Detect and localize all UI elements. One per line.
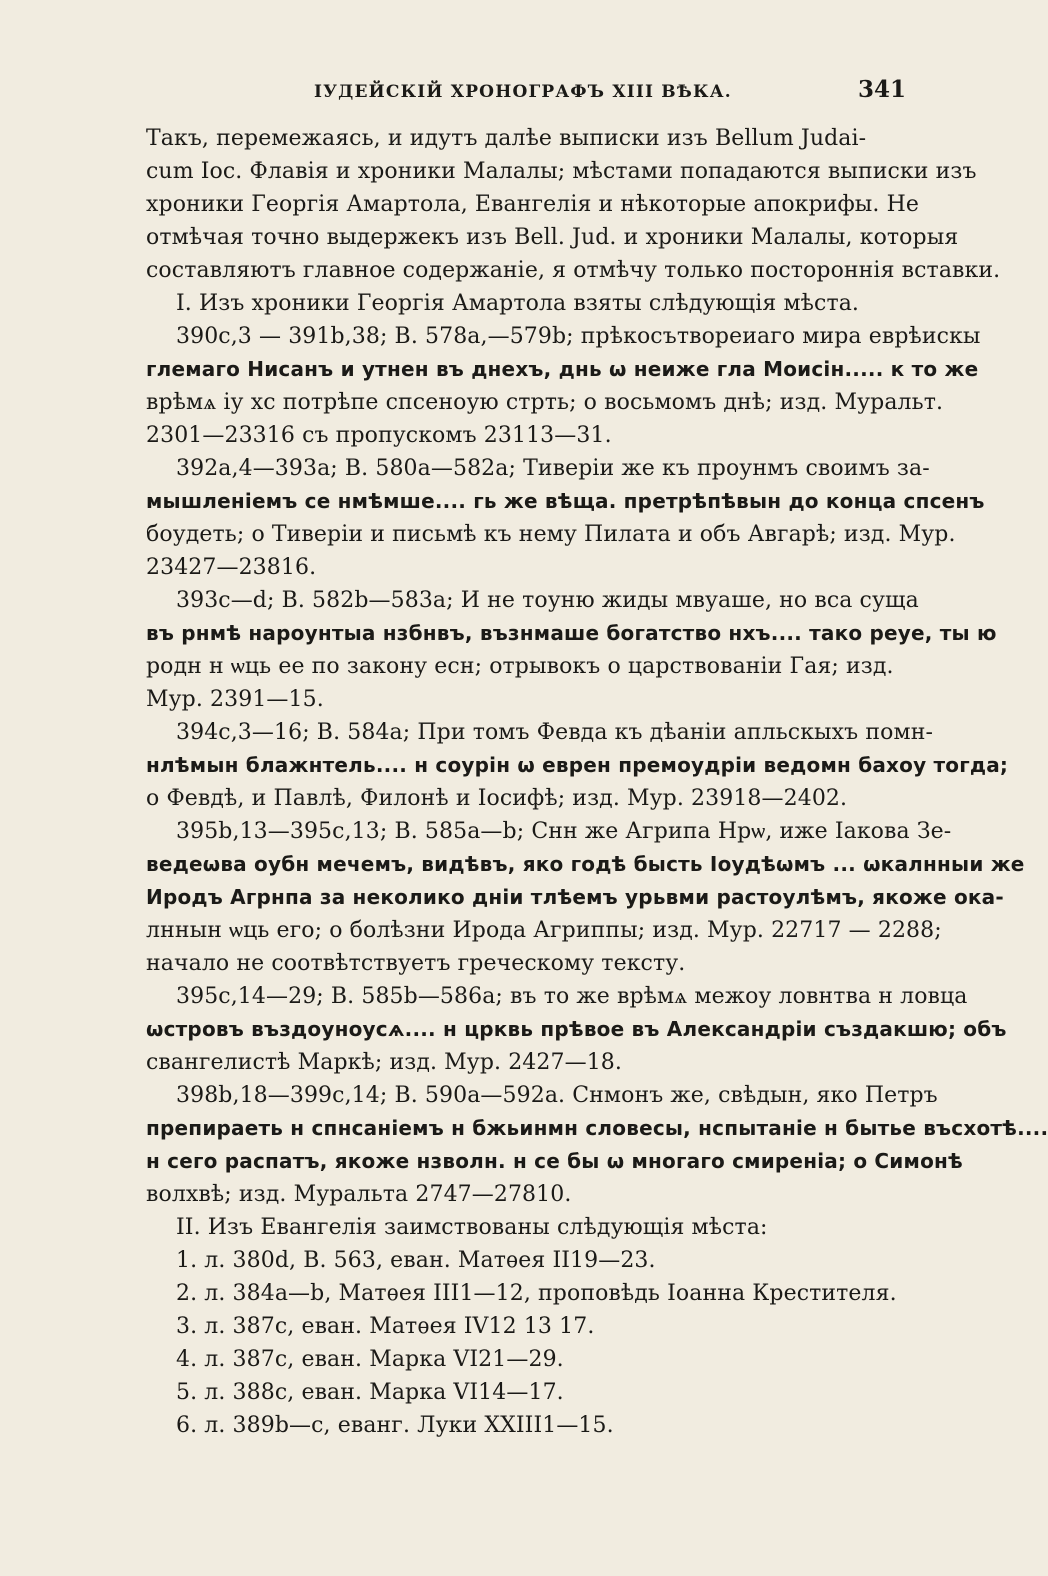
text-line: врѣмѧ іу хс потрѣпе спсеноую стрть; о восьмомъ днѣ; изд. Муральт.: [146, 390, 944, 415]
text-line: лннын ѡць его; о болѣзни Ирода Агриппы; изд. Мур. 22717 — 2288;: [146, 918, 942, 943]
text-line: 395b,13—395c,13; B. 585a—b; Снн же Агрипа Нрѡ, иже Iакова Зе-: [176, 819, 952, 844]
text-line: волхвѣ; изд. Муральта 2747—27810.: [146, 1182, 572, 1207]
text-line: хроники Георгія Амартола, Евангелія и нѣкоторые апокрифы. Не: [146, 192, 919, 217]
text-line: Иродъ Агрнпа за неколико днiи тлѣемъ урьвми растоулѣмъ, якоже ока-: [146, 885, 1004, 909]
text-line: начало не соотвѣтствуетъ греческому тексту.: [146, 951, 686, 976]
running-title: ІУДЕЙСКІЙ ХРОНОГРАФЪ XIII ВѢКА.: [314, 82, 732, 102]
list-item: 4. л. 387c, еван. Марка VI21—29.: [176, 1347, 564, 1372]
text-line: 398b,18—399c,14; B. 590a—592a. Снмонъ же, свѣдын, яко Петръ: [176, 1083, 938, 1108]
text-line: препираеть н спнсанiемъ н бжьинмн словесы, нспытанiе н бытье въсхотѣ....: [146, 1116, 1048, 1140]
page-header: [146, 62, 906, 122]
body-text: [146, 122, 1048, 1442]
text-line: свангелистѣ Маркѣ; изд. Мур. 2427—18.: [146, 1050, 622, 1075]
text-line: боудеть; о Тиверіи и письмѣ къ нему Пилата и объ Авгарѣ; изд. Мур.: [146, 522, 956, 547]
text-line: глемаго Нисанъ и утнен въ днехъ, днь ѡ неиже гла Моисiн..... к то же: [146, 357, 979, 381]
text-line: 394c,3—16; B. 584a; При томъ Февда къ дѣанiи апльскыхъ помн-: [176, 720, 933, 745]
text-line: ведеѡва оубн мечемъ, видѣвъ, яко годѣ бысть Іоудѣѡмъ ... ѡкалнныи же: [146, 852, 1025, 876]
list-item: 3. л. 387c, еван. Матѳея IV12 13 17.: [176, 1314, 595, 1339]
text-line: въ рнмѣ нароунтыа нзбнвъ, възнмаше богатство нхъ.... тако реуе, ты ю: [146, 621, 997, 645]
list-item: 2. л. 384a—b, Матѳея III1—12, проповѣдь Іоанна Крестителя.: [176, 1281, 897, 1306]
page-number: 341: [857, 76, 906, 103]
text-line: о Февдѣ, и Павлѣ, Филонѣ и Іосифѣ; изд. Мур. 23918—2402.: [146, 786, 848, 811]
text-line: составляютъ главное содержаніе, я отмѣчу только постороннія вставки.: [146, 258, 1001, 283]
text-line: ѡстровъ въздоуноусѧ.... н црквь прѣвое въ Александрiи създакшю; объ: [146, 1017, 1007, 1041]
text-line: н сего распатъ, якоже нзволн. н се бы ѡ многаго смиренiа; о Симонѣ: [146, 1149, 963, 1173]
section-heading-i: I. Изъ хроники Георгія Амартола взяты слѣдующія мѣста.: [176, 291, 860, 316]
text-line: Мур. 2391—15.: [146, 687, 324, 712]
text-line: мышленiемъ се нмѣмше.... гь же вѣща. претрѣпѣвын до конца спсенъ: [146, 489, 985, 513]
text-line: 2301—23316 съ пропускомъ 23113—31.: [146, 423, 612, 448]
list-item: 1. л. 380d, В. 563, еван. Матѳея II19—23.: [176, 1248, 656, 1273]
text-line: 23427—23816.: [146, 555, 317, 580]
list-item: 6. л. 389b—c, еванг. Луки XXIII1—15.: [176, 1413, 614, 1438]
text-line: 390c,3 — 391b,38; B. 578a,—579b; прѣкосътвореиаго мира еврѣискы: [176, 324, 981, 349]
text-line: нлѣмын блажнтель.... н соурiн ѡ еврен премоудрiи ведомн бахоу тогда;: [146, 753, 1009, 777]
text-line: отмѣчая точно выдержекъ изъ Bell. Jud. и хроники Малалы, которыя: [146, 225, 959, 250]
text-line: 393c—d; B. 582b—583a; И не тоуню жиды мвуаше, но вса суща: [176, 588, 919, 613]
text-line: cum Іос. Флавія и хроники Малалы; мѣстами попадаются выписки изъ: [146, 159, 977, 184]
section-heading-ii: II. Изъ Евангелія заимствованы слѣдующія мѣста:: [176, 1215, 768, 1240]
list-item: 5. л. 388c, еван. Марка VI14—17.: [176, 1380, 564, 1405]
text-line: 392a,4—393a; B. 580a—582a; Тиверiи же къ проунмъ своимъ за-: [176, 456, 930, 481]
text-line: Такъ, перемежаясь, и идутъ далѣе выписки изъ Bellum Judai-: [146, 126, 867, 151]
text-line: 395c,14—29; B. 585b—586a; въ то же врѣмѧ межоу ловнтва н ловца: [176, 984, 968, 1009]
text-line: родн н ѡць ее по закону есн; отрывокъ о царствованіи Гая; изд.: [146, 654, 894, 679]
